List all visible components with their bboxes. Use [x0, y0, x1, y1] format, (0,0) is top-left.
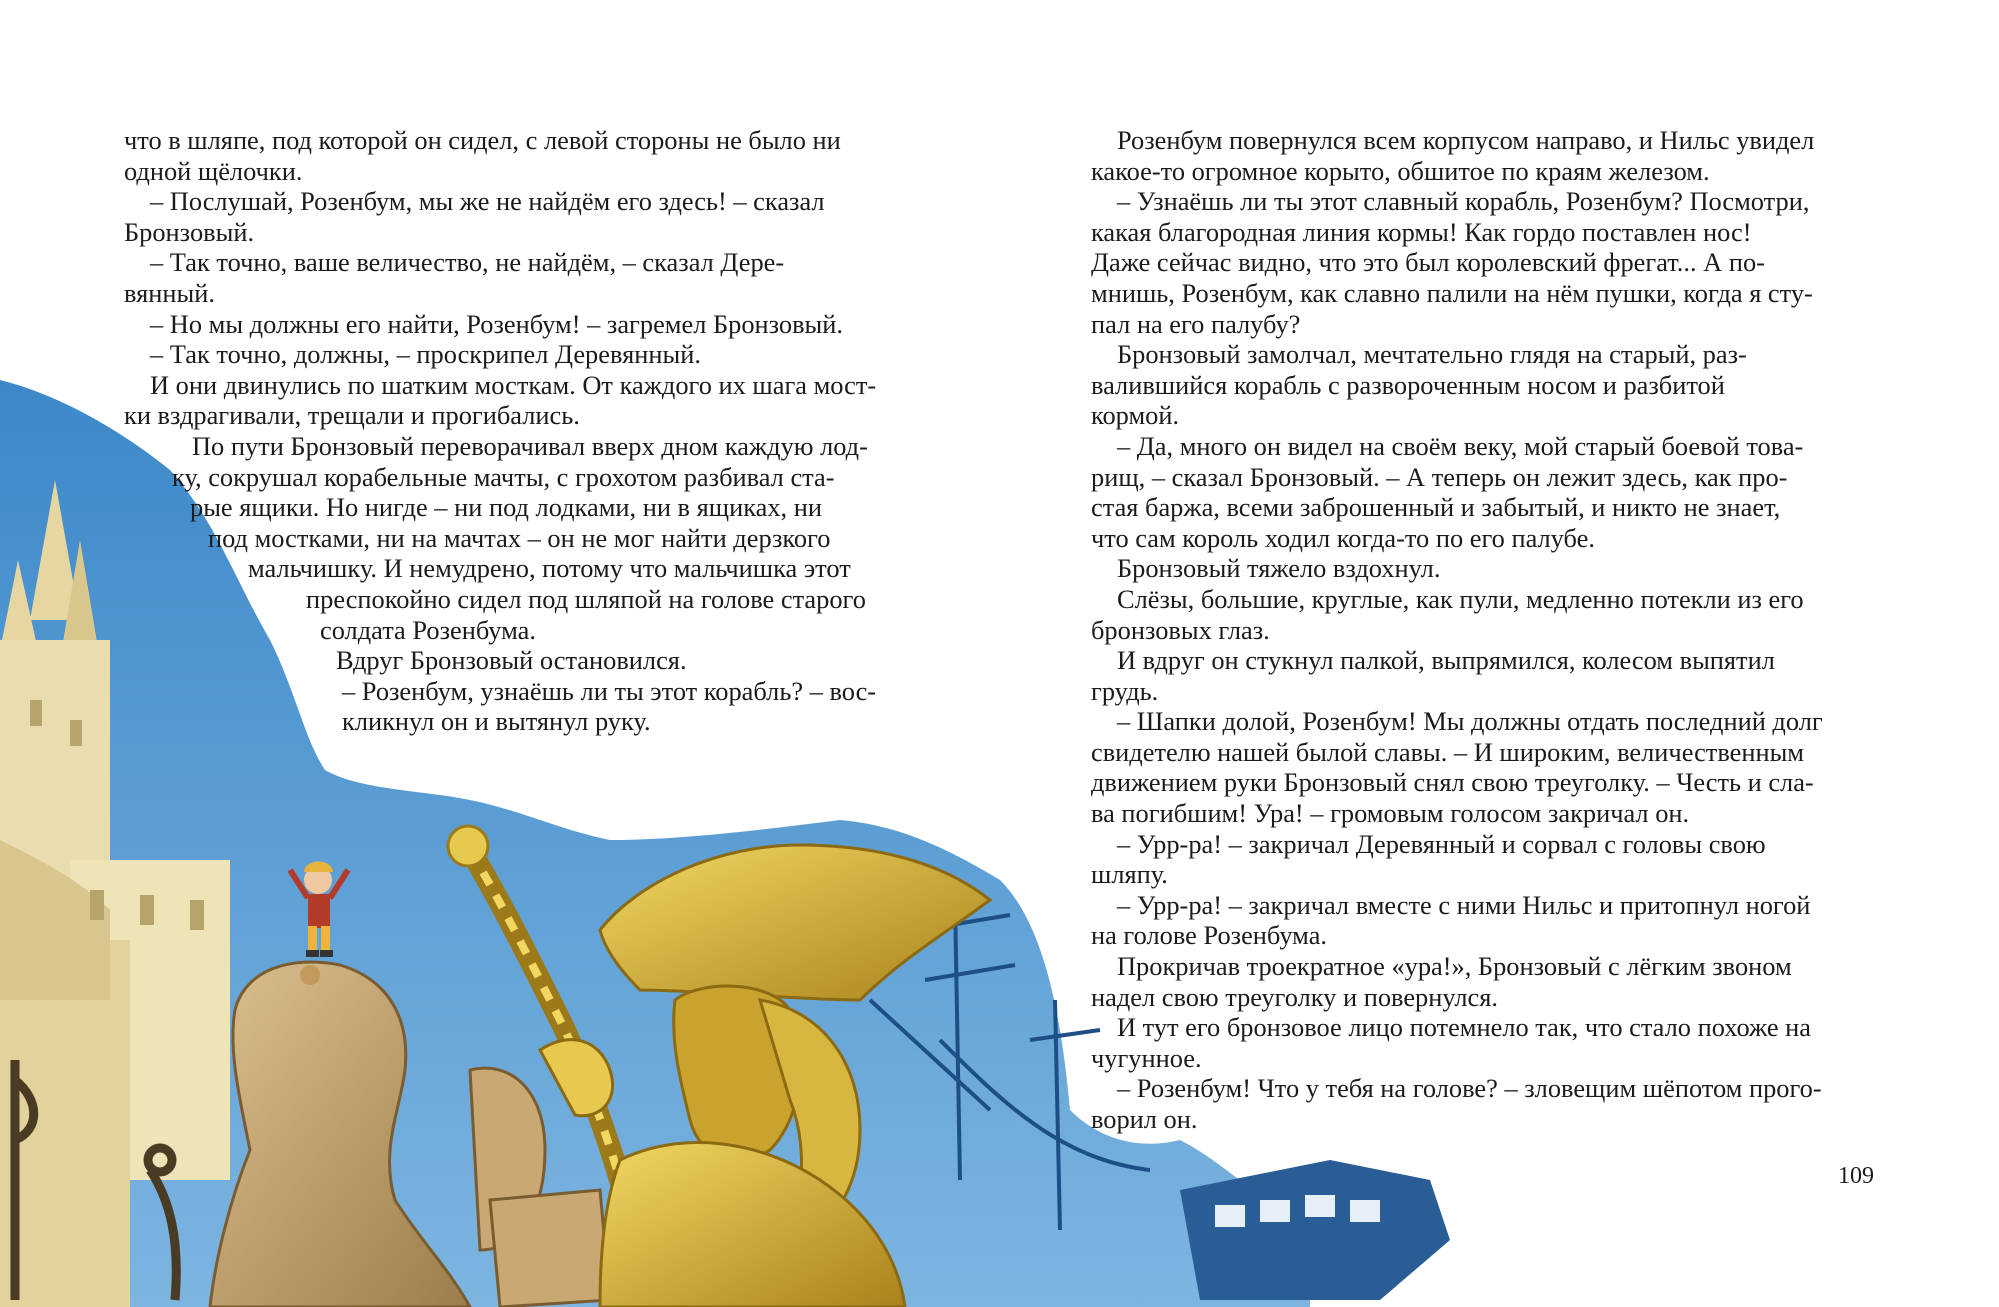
left-line: под мостками, ни на мачтах – он не мог найти дерзкого — [208, 522, 831, 553]
left-line: Вдруг Бронзовый остановился. — [336, 645, 687, 676]
left-line: рые ящики. Но нигде – ни под лодками, ни в ящиках, ни — [190, 492, 822, 523]
right-line: что сам король ходил когда-то по его палубе. — [1091, 522, 1595, 553]
right-line: Розенбум повернулся всем корпусом направо, и Нильс увидел — [1117, 125, 1815, 155]
left-line: солдата Розенбума. — [320, 614, 536, 645]
left-page-text — [124, 125, 908, 737]
right-line: грудь. — [1091, 675, 1159, 706]
right-line: Слёзы, большие, круглые, как пули, медленно потекли из его — [1117, 583, 1804, 614]
left-line: – Послушай, Розенбум, мы же не найдём его здесь! – сказал — [150, 186, 825, 217]
right-line: мнишь, Розенбум, как славно палили на нём пушки, когда я сту- — [1091, 277, 1813, 308]
right-line: пал на его палубу? — [1091, 308, 1301, 339]
page-number: 109 — [1838, 1163, 1874, 1189]
right-line: валившийся корабль с развороченным носом и разбитой — [1091, 369, 1725, 400]
right-line: – Шапки долой, Розенбум! Мы должны отдать последний долг — [1117, 706, 1823, 737]
left-line: ки вздрагивали, трещали и прогибались. — [124, 400, 580, 431]
left-line: преспокойно сидел под шляпой на голове старого — [306, 583, 866, 614]
left-line: кликнул он и вытянул руку. — [342, 706, 651, 737]
right-line: шляпу. — [1091, 859, 1168, 890]
right-line: на голове Розенбума. — [1091, 920, 1328, 951]
right-line: свидетелю нашей былой славы. – И широким, величественным — [1091, 736, 1805, 767]
right-line: ворил он. — [1091, 1104, 1198, 1134]
right-line: движением руки Бронзовый снял свою треуголку. – Честь и сла- — [1091, 767, 1814, 798]
right-line: – Розенбум! Что у тебя на голове? – зловещим шёпотом прого- — [1117, 1073, 1822, 1104]
right-line: – Узнаёшь ли ты этот славный корабль, Розенбум? Посмотри, — [1117, 186, 1810, 217]
left-line: ку, сокрушал корабельные мачты, с грохотом разбивал ста- — [172, 461, 835, 492]
left-line: мальчишку. И немудрено, потому что мальчишка этот — [248, 553, 851, 584]
right-line: стая баржа, всеми заброшенный и забытый, и никто не знает, — [1091, 492, 1781, 523]
left-line: – Так точно, ваше величество, не найдём, – сказал Дере- — [150, 247, 785, 278]
left-line: По пути Бронзовый переворачивал вверх дном каждую лод- — [192, 430, 868, 461]
right-line: Даже сейчас видно, что это был королевский фрегат... А по- — [1091, 247, 1765, 278]
right-line: – Урр-ра! – закричал Деревянный и сорвал с головы свою — [1117, 828, 1766, 859]
right-line: Бронзовый тяжело вздохнул. — [1117, 553, 1441, 584]
right-line: ва погибшим! Ура! – громовым голосом закричал он. — [1091, 798, 1690, 829]
left-line: И они двинулись по шатким мосткам. От каждого их шага мост- — [150, 369, 877, 400]
right-line: надел свою треуголку и повернулся. — [1091, 981, 1499, 1012]
left-line: – Но мы должны его найти, Розенбум! – загремел Бронзовый. — [150, 308, 844, 339]
left-line: вянный. — [124, 277, 215, 308]
right-line: И вдруг он стукнул палкой, выпрямился, колесом выпятил — [1117, 645, 1775, 676]
right-line: кормой. — [1091, 400, 1180, 431]
left-line: – Так точно, должны, – проскрипел Деревянный. — [150, 339, 701, 370]
right-line: чугунное. — [1091, 1042, 1202, 1073]
right-line: рищ, – сказал Бронзовый. – А теперь он лежит здесь, как про- — [1091, 461, 1788, 492]
right-line: – Урр-ра! – закричал вместе с ними Нильс и притопнул ногой — [1117, 889, 1811, 920]
right-line: Прокричав троекратное «ура!», Бронзовый с лёгким звоном — [1117, 951, 1792, 982]
left-line: – Розенбум, узнаёшь ли ты этот корабль? – вос- — [342, 675, 877, 706]
left-line: одной щёлочки. — [124, 155, 303, 186]
left-line: что в шляпе, под которой он сидел, с левой стороны не было ни — [124, 125, 841, 155]
left-line: Бронзовый. — [124, 216, 255, 247]
right-line: И тут его бронзовое лицо потемнело так, что стало похоже на — [1117, 1012, 1812, 1043]
right-line: – Да, много он видел на своём веку, мой старый боевой това- — [1117, 430, 1804, 461]
right-line: какая благородная линия кормы! Как гордо поставлен нос! — [1091, 216, 1752, 247]
right-line: бронзовых глаз. — [1091, 614, 1270, 645]
right-page-text — [1091, 125, 1875, 1135]
right-line: Бронзовый замолчал, мечтательно глядя на старый, раз- — [1117, 339, 1747, 370]
right-line: какое-то огромное корыто, обшитое по краям железом. — [1091, 155, 1710, 186]
